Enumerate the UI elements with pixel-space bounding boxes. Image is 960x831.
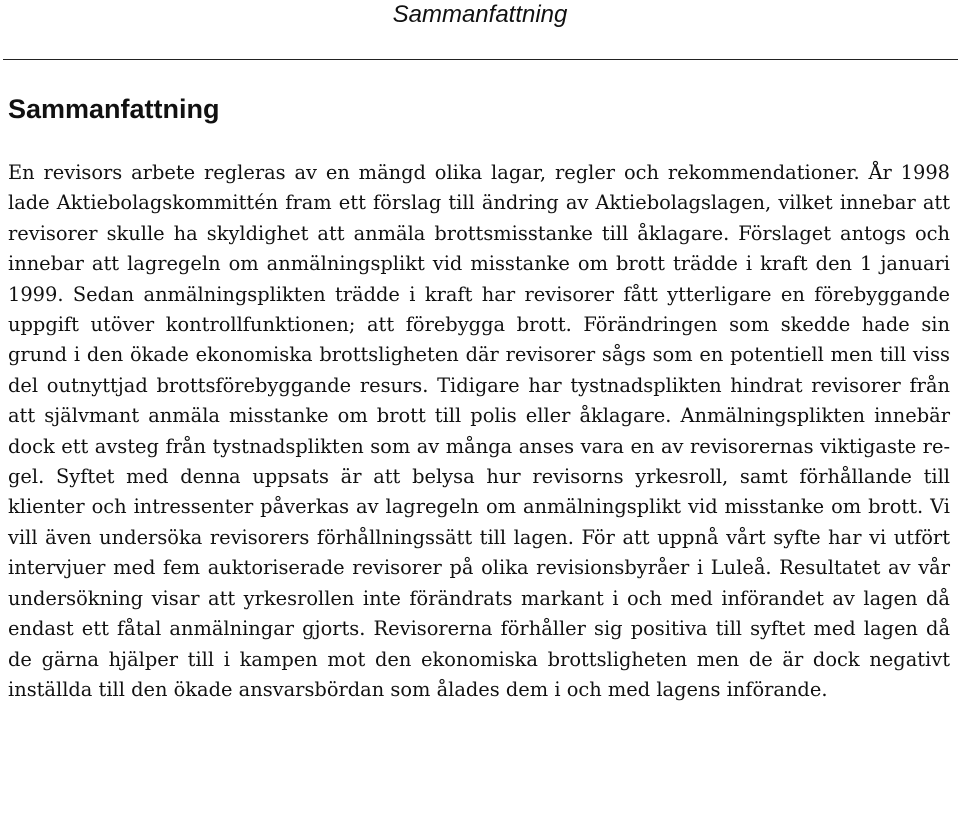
running-header: Sammanfattning bbox=[392, 1, 568, 28]
summary-paragraph: En revisors arbete regleras av en mängd olika lagar, regler och rekommendationer. År 1998 lade Aktiebolagskommittén fram ett förslag till ändring av Aktiebolagslagen, vilket innebar att revisorer skulle ha skyldighet att anmäla brottsmisstanke till åklagare. Förslaget antogs och innebar att lagregeln om anmälningsplikt vid misstanke om brott trädde i kraft den 1 januari 1999. Sedan anmälningsplikten trädde i kraft har revisorer fått ytterligare en förebyggande uppgift utöver kontrollfunktionen; att förebygga brott. Förändringen som skedde hade sin grund i den ökade ekonomiska brottsligheten där revisorer sågs som en potentiell men till viss del outnyttjad brottsförebyggande resurs. Tidigare har tystnadsplikten hindrat revisorer från att självmant anmäla misstanke om brott till polis eller åklagare. Anmälningsplikten innebär dock ett avsteg från tystnadsplikten som av många anses vara en av revisorernas viktigaste regel. Syftet med denna uppsats är att belysa hur revisorns yrkesroll, samt förhållande till klienter och intressenter påverkas av lagregeln om anmälningsplikt vid misstanke om brott. Vi vill även undersöka revisorers förhållningssätt till lagen. För att uppnå vårt syfte har vi utfört intervjuer med fem auktoriserade revisorer på olika revisionsbyråer i Luleå. Resultatet av vår undersökning visar att yrkesrollen inte förändrats markant i och med införandet av lagen då endast ett fåtal anmälningar gjorts. Revisorerna förhåller sig positiva till syftet med lagen då de gärna hjälper till i kampen mot den ekonomiska brottsligheten men de är dock negativt inställda till den ökade ansvarsbördan som ålades dem i och med lagens införande. bbox=[8, 161, 950, 701]
page-title: Sammanfattning bbox=[8, 94, 220, 124]
header-divider bbox=[3, 59, 958, 60]
